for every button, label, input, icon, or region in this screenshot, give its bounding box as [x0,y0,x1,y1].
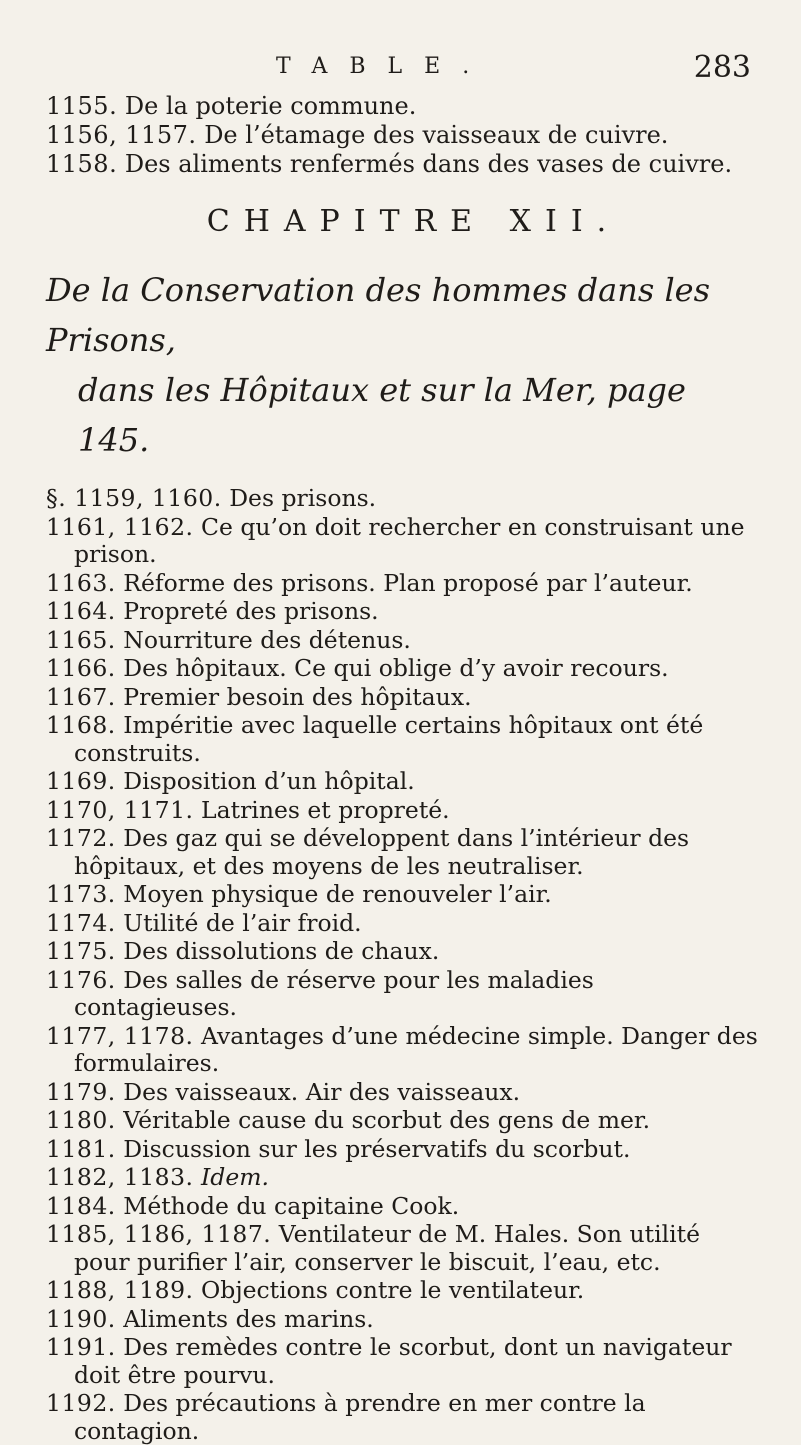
toc-entry [46,967,761,1022]
entry-text: Réforme des prisons. Plan proposé par l’auteur. [123,568,693,597]
toc-entry [46,121,761,149]
toc-entry [46,910,761,938]
entry-number: 1179. [46,1077,116,1106]
entry-text: Des salles de réserve pour les maladies contagieuses. [74,965,594,1021]
entry-text: Véritable cause du scorbut des gens de mer. [123,1106,651,1134]
toc-entry [46,1193,761,1221]
toc-entry [46,1334,761,1389]
entry-number: 1174. [46,908,116,937]
entry-number: 1158. [46,150,118,178]
entry-text: Des dissolutions de chaux. [123,937,440,965]
entry-number: 1169. [46,767,116,795]
toc-entry [46,1107,761,1135]
entry-text: Méthode du capitaine Cook. [123,1191,460,1220]
toc-entry [46,712,761,767]
entry-number: 1181. [46,1134,116,1163]
chapter-title-line-2: dans les Hôpitaux et sur la Mer, page 145. [78,371,686,459]
entry-number: 1163. [46,568,116,597]
entry-number: §. 1159, 1160. [46,484,222,512]
entry-text: Des hôpitaux. Ce qui oblige d’y avoir recours. [123,654,669,682]
entry-number: 1170, 1171. [46,795,194,824]
entry-text: Latrines et propreté. [201,795,450,824]
entry-number: 1168. [46,711,116,739]
entry-number: 1161, 1162. [46,512,194,541]
entry-text: Avantages d’une médecine simple. Danger des formulaires. [74,1021,758,1077]
entry-text: Des vaisseaux. Air des vaisseaux. [123,1077,521,1106]
entry-number: 1192. [46,1389,116,1417]
toc-entry [46,938,761,966]
entry-text: Aliments des marins. [123,1304,374,1333]
entry-text: Ventilateur de M. Hales. Son utilité pour purifier l’air, conserver le biscuit, l’eau, etc. [74,1220,700,1276]
toc-entry [46,1136,761,1164]
toc-entry [46,150,761,178]
entry-number: 1182, 1183. [46,1163,194,1191]
entry-number: 1165. [46,625,116,654]
toc-entry [46,514,761,569]
toc-entry [46,881,761,909]
entry-number: 1156, 1157. [46,121,197,149]
toc-entry [46,768,761,796]
entry-number: 1172. [46,824,116,852]
entry-number: 1184. [46,1191,116,1220]
entry-number: 1188, 1189. [46,1276,194,1304]
toc-entry [46,1306,761,1334]
entry-text: De l’étamage des vaisseaux de cuivre. [204,121,669,149]
pre-chapter-entries [46,92,761,178]
entry-text: Propreté des prisons. [123,597,379,625]
running-head [46,46,761,88]
entry-text: Impéritie avec laquelle certains hôpitaux ont été construits. [74,711,704,767]
toc-entry [46,1221,761,1276]
toc-entry [46,1164,761,1192]
entry-number: 1167. [46,682,116,711]
entry-number: 1175. [46,937,116,965]
toc-entry [46,92,761,120]
toc-entry [46,825,761,880]
page-number: 283 [693,50,751,85]
entry-number: 1191. [46,1333,116,1361]
toc-entry [46,655,761,683]
entry-text: De la poterie commune. [124,92,417,120]
entry-text: Disposition d’un hôpital. [123,767,415,795]
entry-text: Objections contre le ventilateur. [201,1276,585,1304]
entry-number: 1180. [46,1106,116,1134]
entry-text: Des prisons. [229,484,377,512]
toc-entry [46,797,761,825]
entry-text: Moyen physique de renouveler l’air. [123,880,552,908]
entry-text: Utilité de l’air froid. [123,908,362,937]
entry-text: Des gaz qui se développent dans l’intérieur des hôpitaux, et des moyens de les neutraliser. [74,824,690,880]
entry-number: 1164. [46,597,116,625]
entry-text: Discussion sur les préservatifs du scorbut. [123,1134,631,1163]
running-title: TABLE. [276,54,492,79]
toc-entry [46,1079,761,1107]
entry-text: Nourriture des détenus. [123,625,411,654]
entry-number: 1190. [46,1304,116,1333]
entry-text: Des précautions à prendre en mer contre la contagion. [74,1389,646,1445]
toc-entry [46,1390,761,1445]
entry-text: Des aliments renfermés dans des vases de cuivre. [124,150,733,178]
chapter-title [46,265,761,465]
entry-number: 1177, 1178. [46,1021,194,1050]
entry-text: Premier besoin des hôpitaux. [123,682,472,711]
entry-number: 1176. [46,965,116,994]
entry-number: 1185, 1186, 1187. [46,1220,272,1248]
toc-entry [46,485,761,513]
entry-number: 1173. [46,880,116,908]
chapter-heading: CHAPITRE XII. [206,204,621,239]
toc-entry [46,1277,761,1305]
entry-text: Des remèdes contre le scorbut, dont un navigateur doit être pourvu. [74,1333,732,1389]
toc-entry [46,684,761,712]
toc-entry [46,627,761,655]
toc-entry [46,598,761,626]
table-of-contents-list [46,485,761,1445]
toc-entry [46,570,761,598]
entry-number: 1155. [46,92,118,120]
entry-number: 1166. [46,654,116,682]
toc-entry [46,1023,761,1078]
entry-text: Ce qu’on doit rechercher en construisant une prison. [74,512,745,568]
entry-text: Idem. [201,1163,270,1191]
chapter-title-line-1: De la Conservation des hommes dans les Prisons, [46,271,711,359]
